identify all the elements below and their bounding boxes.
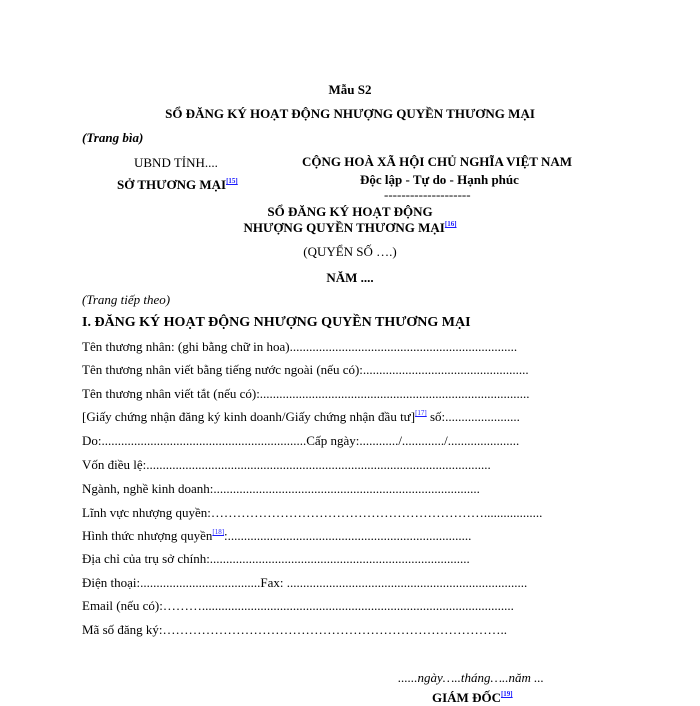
field-email: Email (nếu có):………................................................................................................ [82, 598, 514, 613]
field-franchise-sector: Lĩnh vực nhượng quyền:……………………………………………………….................. [82, 505, 543, 520]
field-trader-name: Tên thương nhân: (ghi bằng chữ in hoa)...................................................................... [82, 339, 518, 354]
main-title: SỔ ĐĂNG KÝ HOẠT ĐỘNG NHƯỢNG QUYỀN THƯƠNG MẠI [165, 106, 535, 121]
country-title: CỘNG HOÀ XÃ HỘI CHỦ NGHĨA VIỆT NAM [302, 154, 573, 169]
field-phone-fax: Điện thoại:.....................................Fax: .......................................................................... [82, 575, 528, 590]
footnote-link-18[interactable]: [18] [212, 528, 225, 536]
department-name: SỞ THƯƠNG MẠI[15] [117, 177, 238, 192]
field-short-name: Tên thương nhân viết tắt (nếu có):................................................................................... [82, 386, 530, 401]
field-business-lines: Ngành, nghề kinh doanh:.................................................................................. [82, 481, 480, 496]
date-line: ......ngày…..tháng…..năm ... [398, 670, 544, 685]
motto-rule: -------------------- [384, 187, 471, 202]
field-head-office: Địa chỉ của trụ sở chính:................................................................................ [82, 551, 470, 566]
field-charter-capital: Vốn điều lệ:.......................................................................................................... [82, 457, 491, 472]
next-page-label: (Trang tiếp theo) [82, 292, 171, 307]
footnote-link-15[interactable]: [15] [226, 177, 238, 185]
field-foreign-name: Tên thương nhân viết bằng tiếng nước ngoài (nếu có):................................................... [82, 362, 529, 377]
book-title-line1: SỔ ĐĂNG KÝ HOẠT ĐỘNG [267, 204, 433, 219]
form-code: Mẫu S2 [328, 82, 372, 97]
section-title: I. ĐĂNG KÝ HOẠT ĐỘNG NHƯỢNG QUYỀN THƯƠNG MẠI [82, 315, 471, 330]
motto: Độc lập - Tự do - Hạnh phúc [360, 172, 519, 187]
year-line: NĂM .... [326, 270, 374, 285]
field-registration-code: Mã số đăng ký:…………………………………………………………………….. [82, 622, 508, 637]
footnote-link-16[interactable]: [16] [444, 220, 457, 228]
field-issued-by: Do:...............................................................Cấp ngày:............/............./...................... [82, 433, 520, 448]
footnote-link-19[interactable]: [19] [500, 690, 513, 698]
field-franchise-form: Hình thức nhượng quyền[18]:........................................................................... [82, 528, 472, 543]
footnote-link-17[interactable]: [17] [415, 409, 427, 417]
signer-title: GIÁM ĐỐC[19] [432, 690, 513, 705]
book-title-line2: NHƯỢNG QUYỀN THƯƠNG MẠI[16] [243, 220, 457, 235]
volume-number: (QUYỂN SỐ ….) [303, 244, 397, 259]
province-committee: UBND TỈNH.... [134, 155, 218, 170]
cover-label: (Trang bìa) [82, 130, 144, 145]
field-certificate: [Giấy chứng nhận đăng ký kinh doanh/Giấy chứng nhận đầu tư][17] số:....................... [82, 409, 520, 424]
